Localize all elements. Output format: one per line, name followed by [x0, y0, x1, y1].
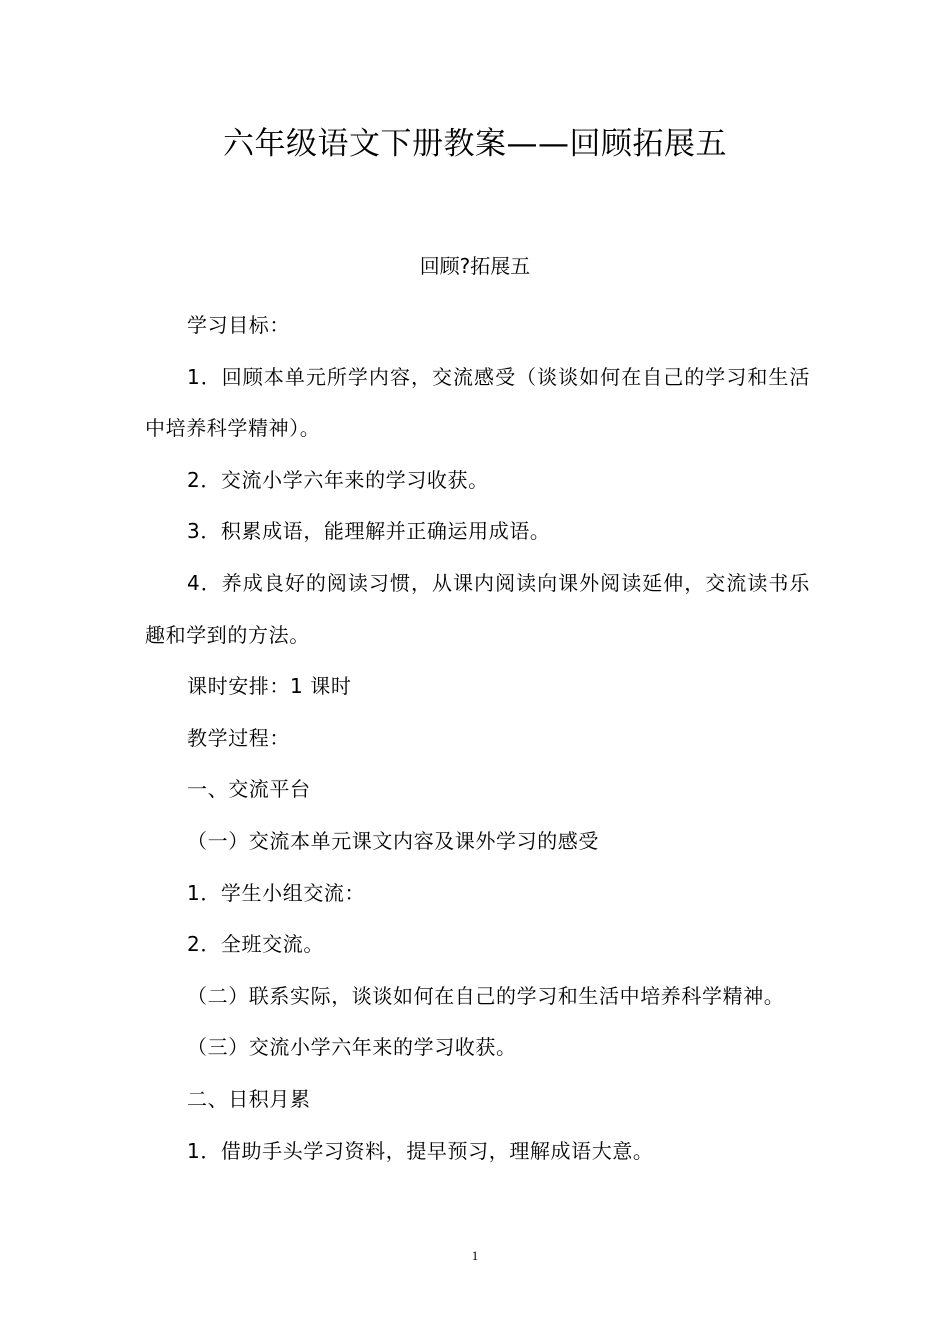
paragraph-objective-1: 1．回顾本单元所学内容，交流感受（谈谈如何在自己的学习和生活中培养科学精神）。	[145, 364, 810, 441]
page-number: 1	[471, 1248, 479, 1263]
paragraph-section-2-step-1: 1．借助手头学习资料，提早预习，理解成语大意。	[187, 1138, 654, 1163]
paragraph-step-2: 2．全班交流。	[187, 932, 324, 957]
paragraph-step-1: 1．学生小组交流：	[187, 880, 366, 905]
paragraph-objective-2: 2．交流小学六年来的学习收获。	[187, 467, 489, 492]
paragraph-objective-4: 4．养成良好的阅读习惯，从课内阅读向课外阅读延伸，交流读书乐趣和学到的方法。	[145, 570, 810, 647]
paragraph-subsection-3: （三）交流小学六年来的学习收获。	[187, 1035, 517, 1060]
paragraph-section-2-heading: 二、日积月累	[187, 1086, 311, 1111]
paragraph-teaching-process-heading: 教学过程：	[187, 725, 290, 750]
paragraph-learning-objectives-heading: 学习目标：	[187, 313, 290, 337]
paragraph-subsection-2: （二）联系实际，谈谈如何在自己的学习和生活中培养科学精神。	[187, 983, 785, 1008]
paragraph-section-1-heading: 一、交流平台	[187, 777, 311, 802]
document-body	[145, 300, 810, 1177]
paragraph-objective-3: 3．积累成语，能理解并正确运用成语。	[187, 519, 551, 544]
document-title: 六年级语文下册教案——回顾拓展五	[223, 126, 727, 162]
paragraph-subsection-1: （一）交流本单元课文内容及课外学习的感受	[187, 828, 599, 853]
paragraph-class-schedule: 课时安排：1 课时	[187, 674, 352, 699]
section-subtitle: 回顾?拓展五	[419, 254, 531, 278]
